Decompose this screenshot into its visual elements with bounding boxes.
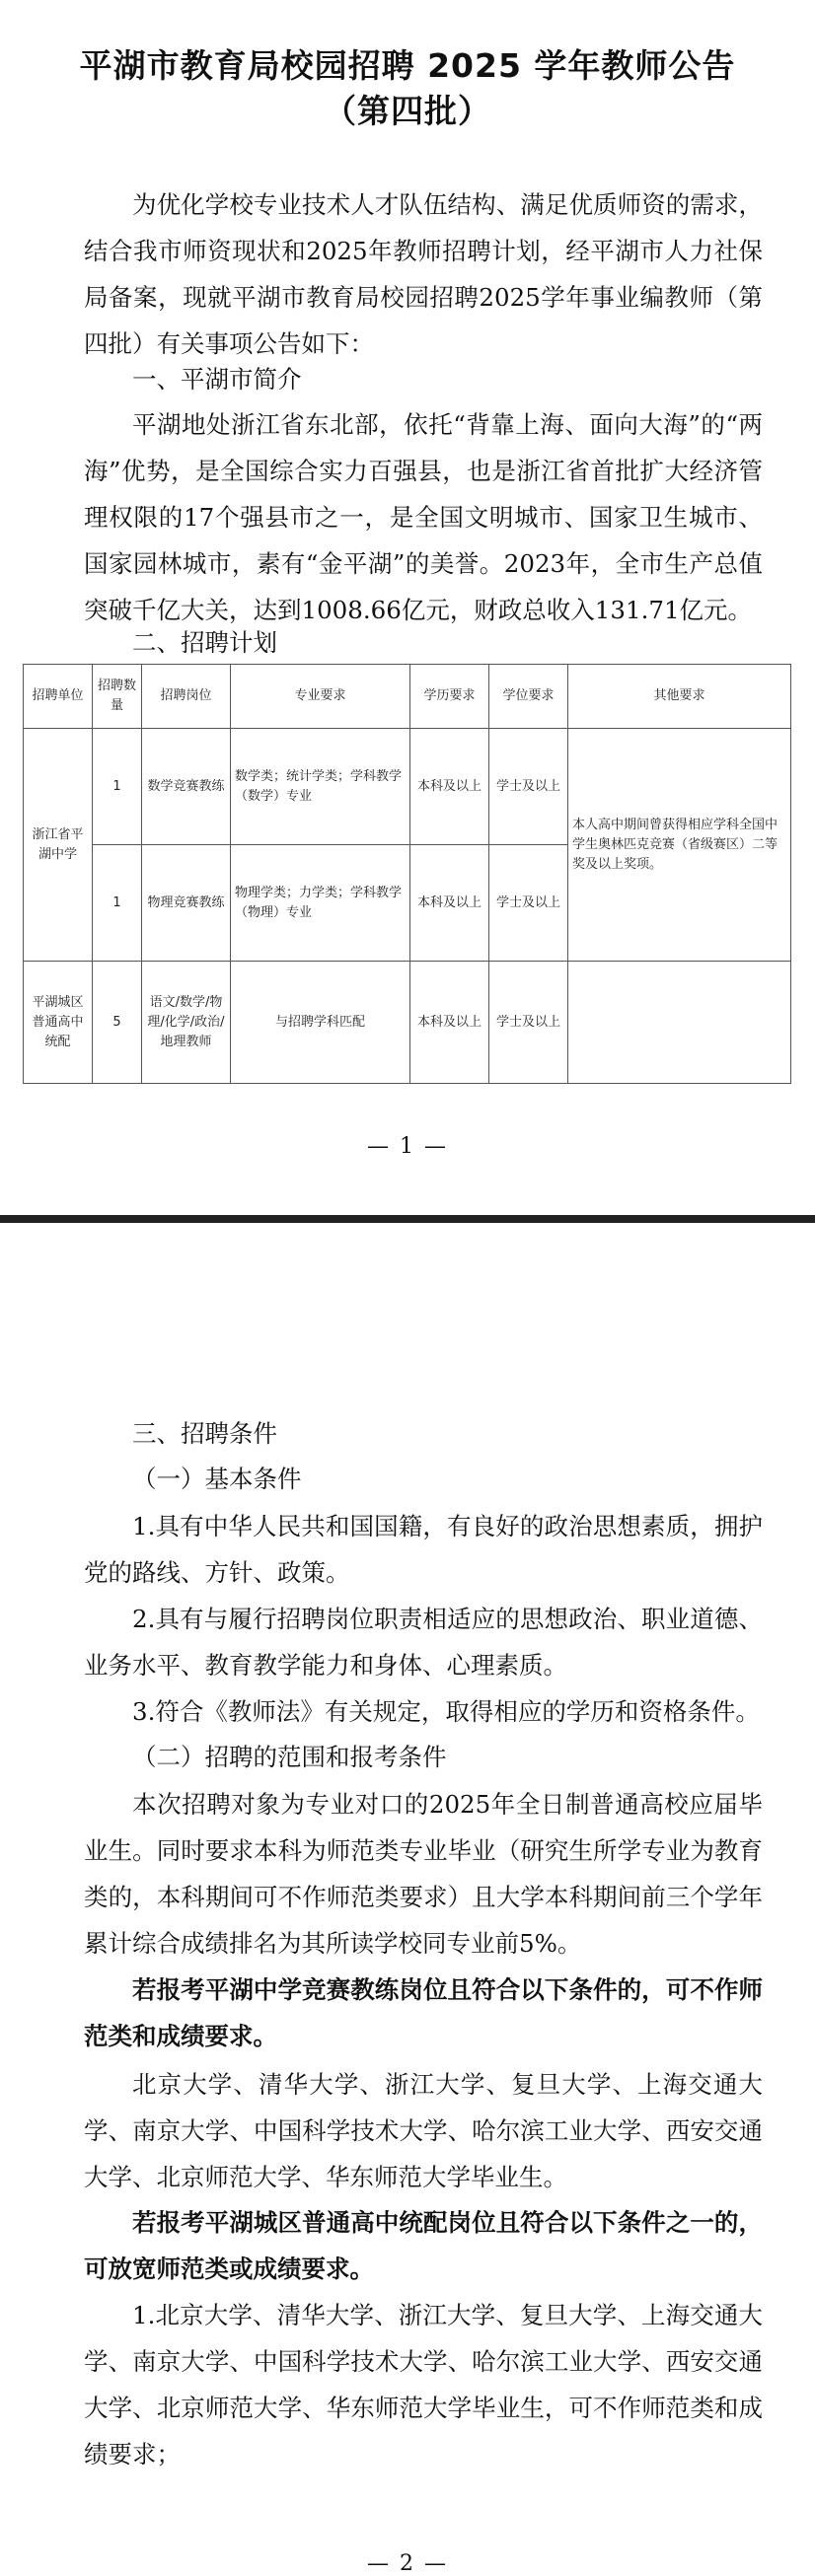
scope-paragraph: 本次招聘对象为专业对口的2025年全日制普通高校应届毕业生。同时要求本科为师范类专业毕业（研究生所学专业为教育类的，本科期间可不作师范类要求）且大学本科期间前三个学年累计综合成绩排名为其所读学校同专业前5%。 [84, 1790, 763, 1958]
section-3-heading: 三、招聘条件 [132, 1419, 277, 1448]
header-education: 学历要求 [410, 665, 489, 729]
cell-degree: 学士及以上 [489, 845, 568, 962]
recruitment-plan-table [23, 664, 791, 1084]
header-other: 其他要求 [568, 665, 791, 729]
cell-count: 1 [93, 729, 142, 845]
table-header-row [24, 665, 791, 729]
notice-title-batch: （第四批） [324, 92, 491, 130]
page-separator [0, 1215, 815, 1264]
condition-3: 3.符合《教师法》有关规定，取得相应的学历和资格条件。 [132, 1697, 760, 1726]
scope-heading: （二）招聘的范围和报考条件 [132, 1743, 447, 1771]
cell-degree: 学士及以上 [489, 729, 568, 845]
header-count: 招聘数量 [93, 665, 142, 729]
header-unit: 招聘单位 [24, 665, 93, 729]
competition-coach-condition: 若报考平湖中学竞赛教练岗位且符合以下条件的，可不作师范类和成绩要求。 [84, 1975, 763, 2050]
cell-other: 本人高中期间曾获得相应学科全国中学生奥林匹克竞赛（省级赛区）二等奖及以上奖项。 [568, 729, 791, 962]
cell-major: 数学类；统计学类；学科教学（数学）专业 [231, 729, 410, 845]
cell-post: 物理竞赛教练 [142, 845, 231, 962]
unified-post-item-1: 1.北京大学、清华大学、浙江大学、复旦大学、上海交通大学、南京大学、中国科学技术大学、哈尔滨工业大学、西安交通大学、北京师范大学、华东师范大学毕业生，可不作师范类和成绩要求； [84, 2301, 763, 2469]
intro-paragraph: 为优化学校专业技术人才队伍结构、满足优质师资的需求，结合我市师资现状和2025年教师招聘计划，经平湖市人力社保局备案，现就平湖市教育局校园招聘2025学年事业编教师（第四批）有关事项公告如下： [84, 190, 763, 358]
section-2-heading: 二、招聘计划 [132, 628, 277, 657]
cell-education: 本科及以上 [410, 845, 489, 962]
eligible-universities-list: 北京大学、清华大学、浙江大学、复旦大学、上海交通大学、南京大学、中国科学技术大学、哈尔滨工业大学、西安交通大学、北京师范大学、华东师范大学毕业生。 [84, 2070, 763, 2191]
table-row [24, 729, 791, 845]
cell-degree: 学士及以上 [489, 962, 568, 1084]
condition-2: 2.具有与履行招聘岗位职责相适应的思想政治、职业道德、业务水平、教育教学能力和身体、心理素质。 [84, 1605, 763, 1680]
cell-major: 与招聘学科匹配 [231, 962, 410, 1084]
cell-count: 1 [93, 845, 142, 962]
unified-post-condition: 若报考平湖城区普通高中统配岗位且符合以下条件之一的，可放宽师范类或成绩要求。 [84, 2208, 763, 2283]
condition-1: 1.具有中华人民共和国国籍，有良好的政治思想素质，拥护党的路线、方针、政策。 [84, 1512, 763, 1587]
section-1-heading: 一、平湖市简介 [132, 365, 302, 394]
cell-post: 语文/数学/物理/化学/政治/地理教师 [142, 962, 231, 1084]
cell-unit: 浙江省平湖中学 [24, 729, 93, 962]
cell-count: 5 [93, 962, 142, 1084]
separator-bar [0, 1215, 815, 1223]
section-1-body: 平湖地处浙江省东北部，依托“背靠上海、面向大海”的“两海”优势，是全国综合实力百强县，也是浙江省首批扩大经济管理权限的17个强县市之一，是全国文明城市、国家卫生城市、国家园林城市，素有“金平湖”的美誉。2023年，全市生产总值突破千亿大关，达到1008.66亿元，财政总收入131.71亿元。 [84, 410, 763, 624]
cell-other [568, 962, 791, 1084]
cell-education: 本科及以上 [410, 962, 489, 1084]
page-2 [0, 1264, 815, 2576]
header-major: 专业要求 [231, 665, 410, 729]
table-row [24, 962, 791, 1084]
cell-major: 物理学类；力学类；学科教学（物理）专业 [231, 845, 410, 962]
page-number: — 1 — [367, 1134, 448, 1159]
cell-post: 数学竞赛教练 [142, 729, 231, 845]
header-degree: 学位要求 [489, 665, 568, 729]
basic-conditions-heading: （一）基本条件 [132, 1465, 302, 1493]
cell-education: 本科及以上 [410, 729, 489, 845]
notice-title: 平湖市教育局校园招聘 2025 学年教师公告 [79, 46, 736, 85]
cell-unit: 平湖城区普通高中统配 [24, 962, 93, 1084]
page-number: — 2 — [367, 2551, 448, 2576]
header-post: 招聘岗位 [142, 665, 231, 729]
page-1 [0, 0, 815, 1215]
